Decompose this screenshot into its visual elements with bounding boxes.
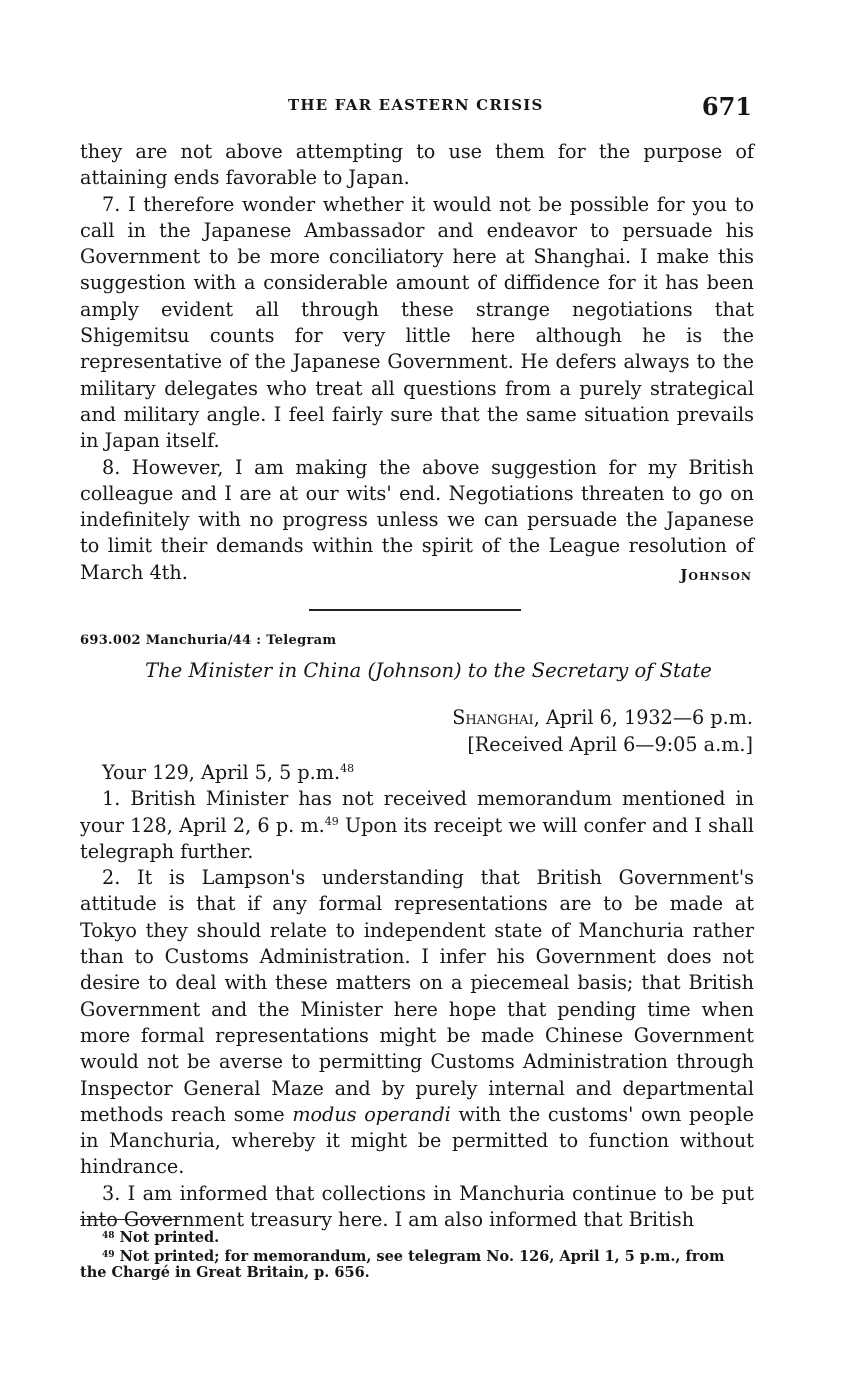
- footnotes: [80, 1228, 754, 1282]
- footnote-ref-48: 48: [340, 762, 355, 775]
- date-line: [452, 704, 753, 731]
- paragraph-2-text-a: 2. It is Lampson's understanding that British Government's attitude is that if any formal representations are to be made at Tokyo they should relate to independent state of Manchuria rather than to Customs Administration. I infer his Government does not desire to deal with these matters on a piecemeal basis; that British Government and the Minister here hope that pending time when more formal representations might be made Chinese Government would not be averse to permitting Customs Administration through Inspector General Maze and by purely internal and departmental methods reach some: [80, 866, 754, 1126]
- received-line: [Received April 6—9:05 a.m.]: [467, 733, 753, 756]
- opening-line: [80, 760, 754, 786]
- running-head: THE FAR EASTERN CRISIS: [288, 96, 544, 114]
- section-divider: [309, 609, 521, 611]
- opening-text: Your 129, April 5, 5 p.m.: [102, 761, 341, 784]
- footnote-ref-49: 49: [324, 814, 339, 828]
- paragraph-2-text-b: with the customs' own people in Manchuria, whereby it might be permitted to function without hindrance.: [80, 1102, 754, 1179]
- footnote-text: Not printed.: [114, 1229, 220, 1246]
- footnote-mark: 49: [102, 1249, 115, 1260]
- paragraph-2: [80, 865, 754, 1181]
- place-name: Shanghai: [452, 706, 534, 729]
- telegram-body: [80, 760, 754, 1233]
- signature: Johnson: [680, 566, 752, 584]
- date-text: , April 6, 1932—6 p.m.: [533, 706, 753, 729]
- paragraph-8: 8. However, I am making the above suggestion for my British colleague and I are at our wits' end. Negotiations threaten to go on indefinitely with no progress unless we can persuade the Japanese to limit their demands within the spirit of the League resolution of March 4th.: [80, 455, 754, 584]
- footnote-mark: 48: [102, 1231, 115, 1241]
- footnote-48: [80, 1228, 754, 1247]
- footnote-49: [80, 1247, 754, 1282]
- document-title: The Minister in China (Johnson) to the Secretary of State: [145, 659, 712, 682]
- footnote-text: Not printed; for memorandum, see telegram No. 126, April 1, 5 p.m., from the Chargé in Great Britain, p. 656.: [80, 1247, 725, 1281]
- page-header: [0, 92, 857, 124]
- section-1-body: [80, 139, 754, 586]
- page-number: 671: [701, 92, 752, 121]
- paragraph-3: 3. I am informed that collections in Manchuria continue to be put into Government treasury here. I am also informed that British: [80, 1181, 754, 1232]
- dateline: [452, 704, 753, 758]
- continuation-paragraph: they are not above attempting to use them for the purpose of attaining ends favorable to Japan.: [80, 140, 754, 190]
- paragraph-1-text-b: Upon its receipt we will confer and I shall telegraph further.: [80, 813, 754, 863]
- paragraph-7: 7. I therefore wonder whether it would not be possible for you to call in the Japanese Ambassador and endeavor to persuade his Government to be more conciliatory here at Shanghai. I make this suggestion with a considerable amount of diffidence for it has been amply evident all through these strange negotiations that Shigemitsu counts for very little here although he is the representative of the Japanese Government. He defers always to the military delegates who treat all questions from a purely strategical and military angle. I feel fairly sure that the same situation prevails in Japan itself.: [80, 192, 754, 453]
- modus-operandi-italic: modus operandi: [292, 1102, 451, 1126]
- file-reference: 693.002 Manchuria/44 : Telegram: [80, 633, 337, 648]
- footnote-divider: [80, 1219, 180, 1220]
- paragraph-1-text-a: 1. British Minister has not received memorandum mentioned in your 128, April 2, 6 p. m.: [80, 787, 754, 837]
- paragraph-1: [80, 786, 754, 865]
